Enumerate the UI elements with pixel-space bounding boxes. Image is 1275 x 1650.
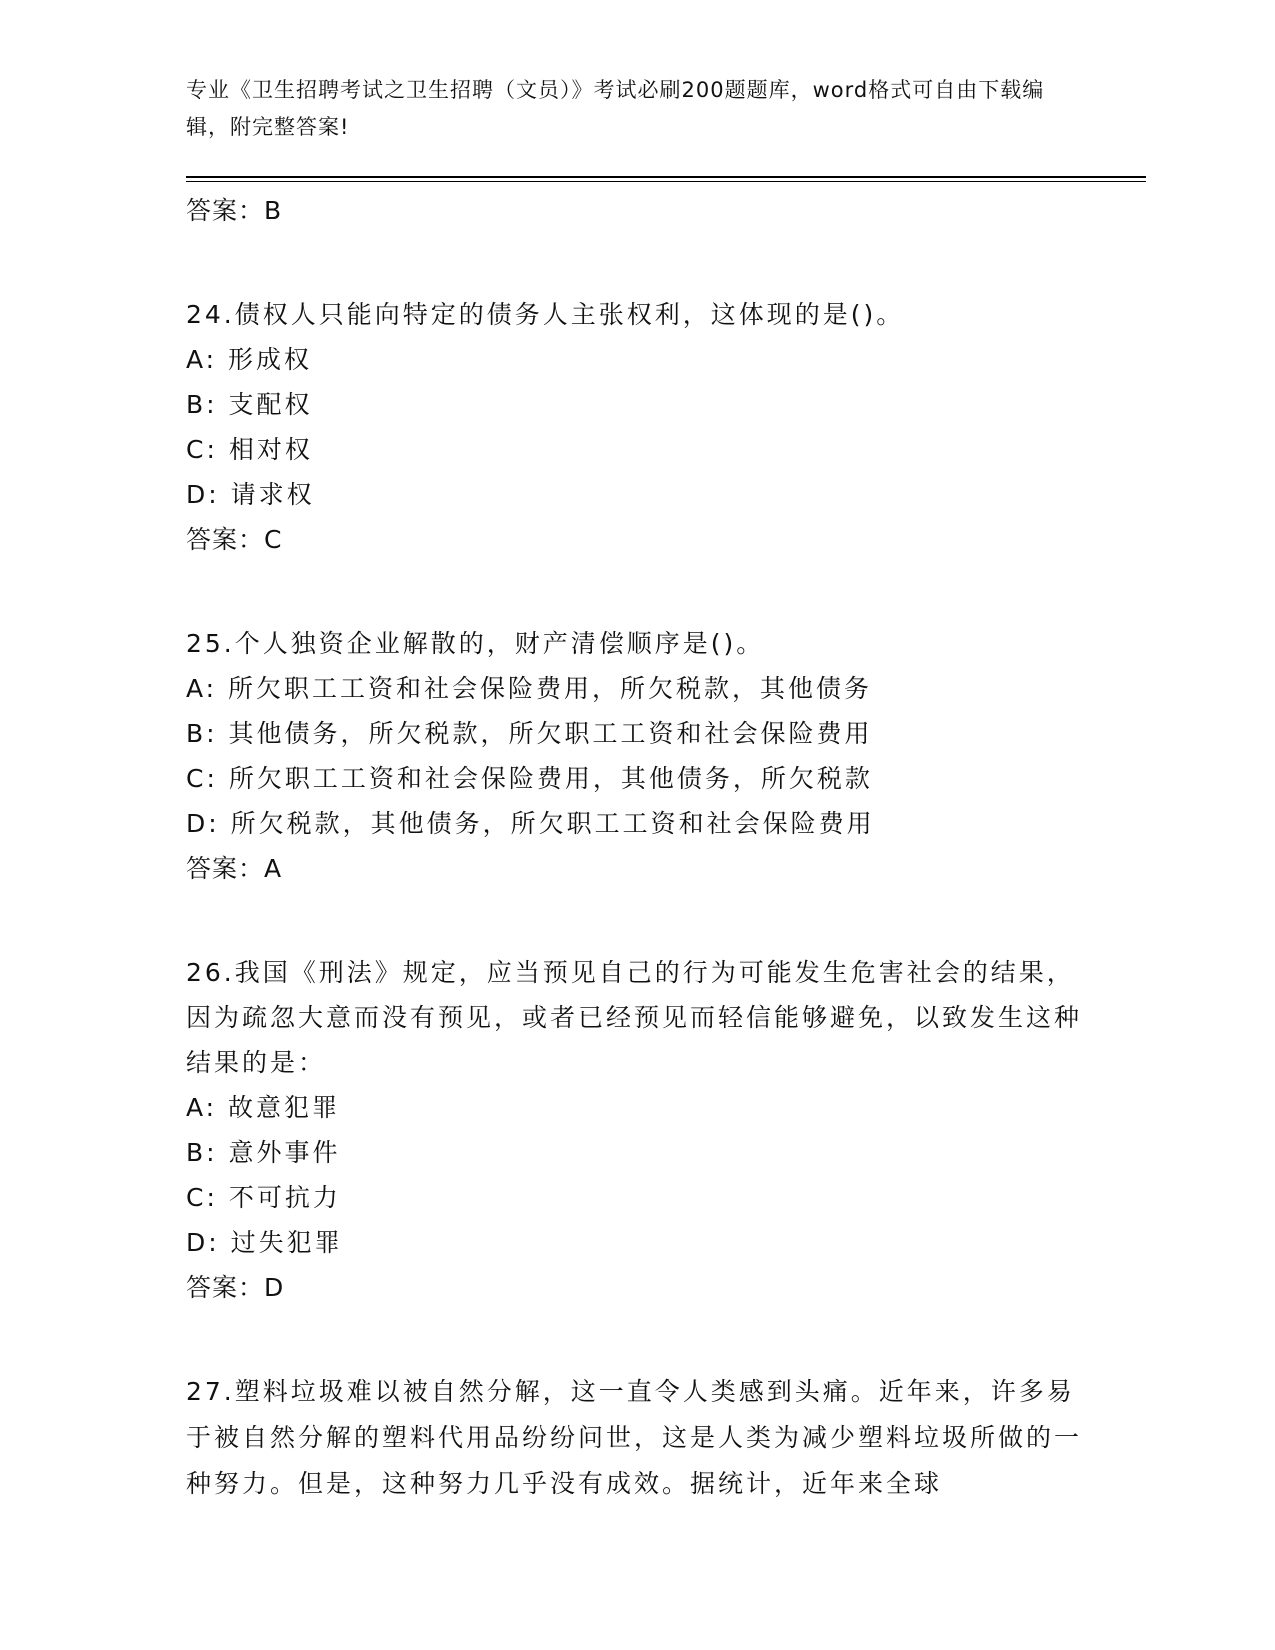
answer-line: 答案：B xyxy=(186,196,283,225)
option-d: D: 所欠税款，其他债务，所欠职工工资和社会保险费用 xyxy=(186,809,875,838)
answer-line: 答案：D xyxy=(186,1273,285,1302)
question-stem: 24.债权人只能向特定的债务人主张权利，这体现的是()。 xyxy=(186,300,905,329)
option-c: C: 不可抗力 xyxy=(186,1183,341,1212)
option-c: C: 所欠职工工资和社会保险费用，其他债务，所欠税款 xyxy=(186,764,873,793)
option-b: B: 支配权 xyxy=(186,390,313,419)
option-a: A: 故意犯罪 xyxy=(186,1093,341,1122)
question-26 xyxy=(186,950,1086,1311)
header-divider-thin xyxy=(186,181,1146,182)
header-divider-thick xyxy=(186,176,1146,178)
answer-line: 答案：A xyxy=(186,854,283,883)
option-d: D: 过失犯罪 xyxy=(186,1228,343,1257)
document-header xyxy=(186,72,1066,146)
question-25 xyxy=(186,621,1086,892)
option-a: A: 形成权 xyxy=(186,345,313,374)
option-b: B: 意外事件 xyxy=(186,1138,341,1167)
question-24 xyxy=(186,292,1086,563)
option-b: B: 其他债务，所欠税款，所欠职工工资和社会保险费用 xyxy=(186,719,873,748)
question-stem: 27.塑料垃圾难以被自然分解，这一直令人类感到头痛。近年来，许多易于被自然分解的塑料代用品纷纷问世，这是人类为减少塑料垃圾所做的一种努力。但是，这种努力几乎没有成效。据统计，近年来全球 xyxy=(186,1377,1083,1498)
question-list xyxy=(186,188,1086,1565)
option-d: D: 请求权 xyxy=(186,480,315,509)
question-stem: 26.我国《刑法》规定，应当预见自己的行为可能发生危害社会的结果，因为疏忽大意而没有预见，或者已经预见而轻信能够避免，以致发生这种结果的是： xyxy=(186,958,1083,1077)
question-27 xyxy=(186,1369,1086,1507)
answer-line: 答案：C xyxy=(186,525,283,554)
option-c: C: 相对权 xyxy=(186,435,313,464)
header-text: 专业《卫生招聘考试之卫生招聘（文员）》考试必刷200题题库，word格式可自由下载编辑，附完整答案! xyxy=(186,78,1045,139)
question-stem: 25.个人独资企业解散的，财产清偿顺序是()。 xyxy=(186,629,765,658)
option-a: A: 所欠职工工资和社会保险费用，所欠税款，其他债务 xyxy=(186,674,873,703)
